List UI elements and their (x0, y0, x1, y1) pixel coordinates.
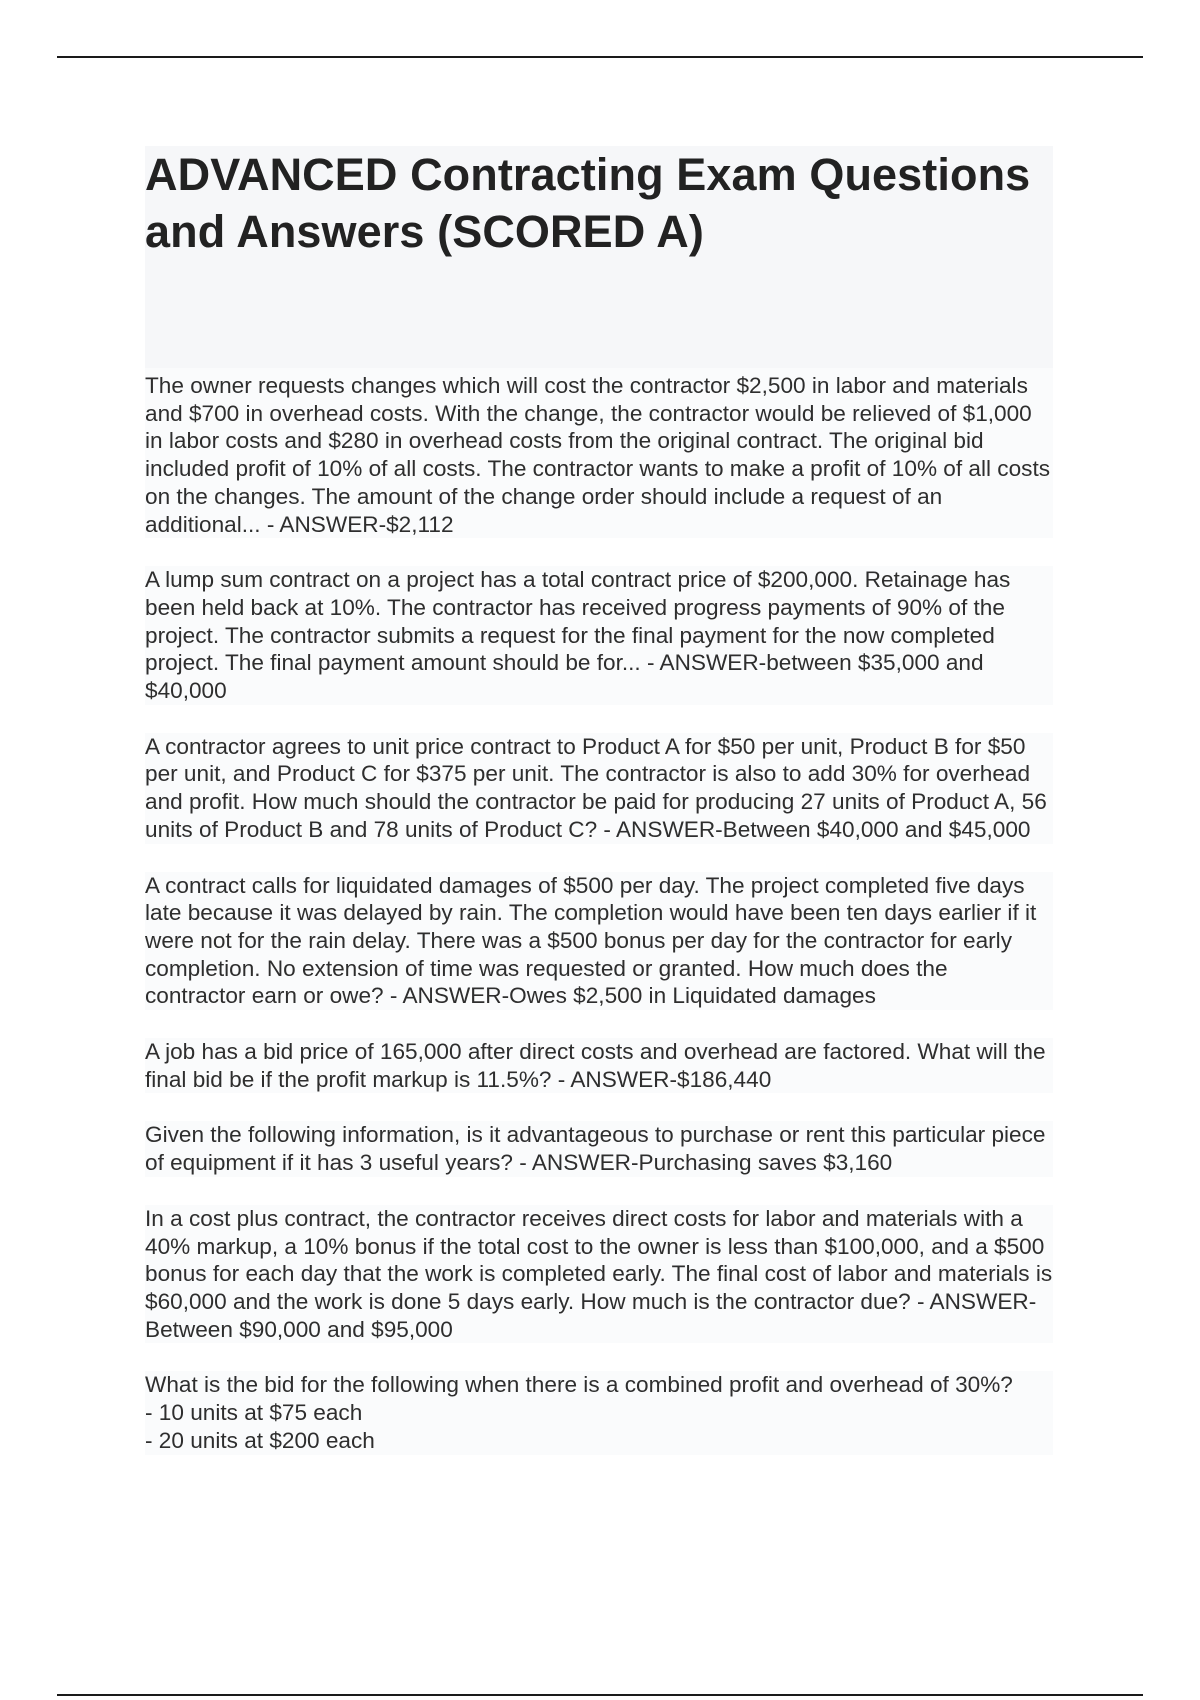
qa-answer: ANSWER-$2,112 (279, 511, 454, 537)
qa-question: The owner requests changes which will cost the contractor $2,500 in labor and materials and $700 in overhead costs. With the change, the contractor would be relieved of $1,000 in labor costs and $280 in overhead costs from the original contract. The original bid included profit of 10% of all costs. The contractor wants to make a profit of 10% of all costs on the changes. The amount of the change order should include a request of an additional... - (145, 373, 1051, 537)
qa-answer: ANSWER-$186,440 (570, 1066, 772, 1092)
qa-item (145, 1121, 1053, 1176)
qa-question: In a cost plus contract, the contractor receives direct costs for labor and materials with a 40% markup, a 10% bonus if the total cost to the owner is less than $100,000, and a $500 bonus for each day that the work is completed early. The final cost of labor and materials is $60,000 and the work is done 5 days early. How much is the contractor due? - (145, 1205, 1053, 1314)
qa-question: A contract calls for liquidated damages of $500 per day. The project completed five days late because it was delayed by rain. The completion would have been ten days earlier if it were not for the rain delay. There was a $500 bonus per day for the contractor for early completion. No extension of time was requested or granted. How much does the contractor earn or owe? - (145, 872, 1037, 1009)
qa-question: A lump sum contract on a project has a total contract price of $200,000. Retainage has been held back at 10%. The contractor has received progress payments of 90% of the project. The contractor submits a request for the final payment for the now completed project. The final payment amount should be for... - (145, 567, 1011, 676)
document-title: ADVANCED Contracting Exam Questions and Answers (SCORED A) (145, 149, 1031, 257)
qa-item (145, 368, 1053, 538)
qa-item (145, 1205, 1053, 1344)
qa-item (145, 566, 1053, 705)
qa-question: What is the bid for the following when there is a combined profit and overhead of 30%? - 10 units at $75 each - 20 units at $200 each (145, 1372, 1013, 1453)
qa-question: Given the following information, is it advantageous to purchase or rent this particular piece of equipment if it has 3 useful years? - (145, 1122, 1046, 1176)
qa-answer: ANSWER-Purchasing saves $3,160 (531, 1150, 893, 1176)
title-block (145, 146, 1053, 368)
qa-answer: ANSWER-Between $40,000 and $45,000 (615, 816, 1031, 842)
qa-answer: ANSWER-Owes $2,500 in Liquidated damages (402, 983, 876, 1009)
bottom-rule (57, 1694, 1143, 1696)
qa-item (145, 1038, 1053, 1093)
qa-answer: ANSWER-Between $90,000 and $95,000 (145, 1288, 1037, 1342)
qa-list (145, 368, 1053, 1455)
qa-answer: ANSWER-between $35,000 and $40,000 (145, 650, 984, 704)
top-rule (57, 56, 1143, 58)
qa-item (145, 733, 1053, 844)
qa-question: A job has a bid price of 165,000 after direct costs and overhead are factored. What will the final bid be if the profit markup is 11.5%? - (145, 1039, 1046, 1092)
qa-item (145, 1371, 1053, 1454)
qa-item (145, 872, 1053, 1011)
qa-question: A contractor agrees to unit price contract to Product A for $50 per unit, Product B for $50 per unit, and Product C for $375 per unit. The contractor is also to add 30% for overhead and profit. How much should the contractor be paid for producing 27 units of Product A, 56 units of Product B and 78 units of Product C? - (145, 733, 1047, 842)
document-content (145, 146, 1053, 1483)
